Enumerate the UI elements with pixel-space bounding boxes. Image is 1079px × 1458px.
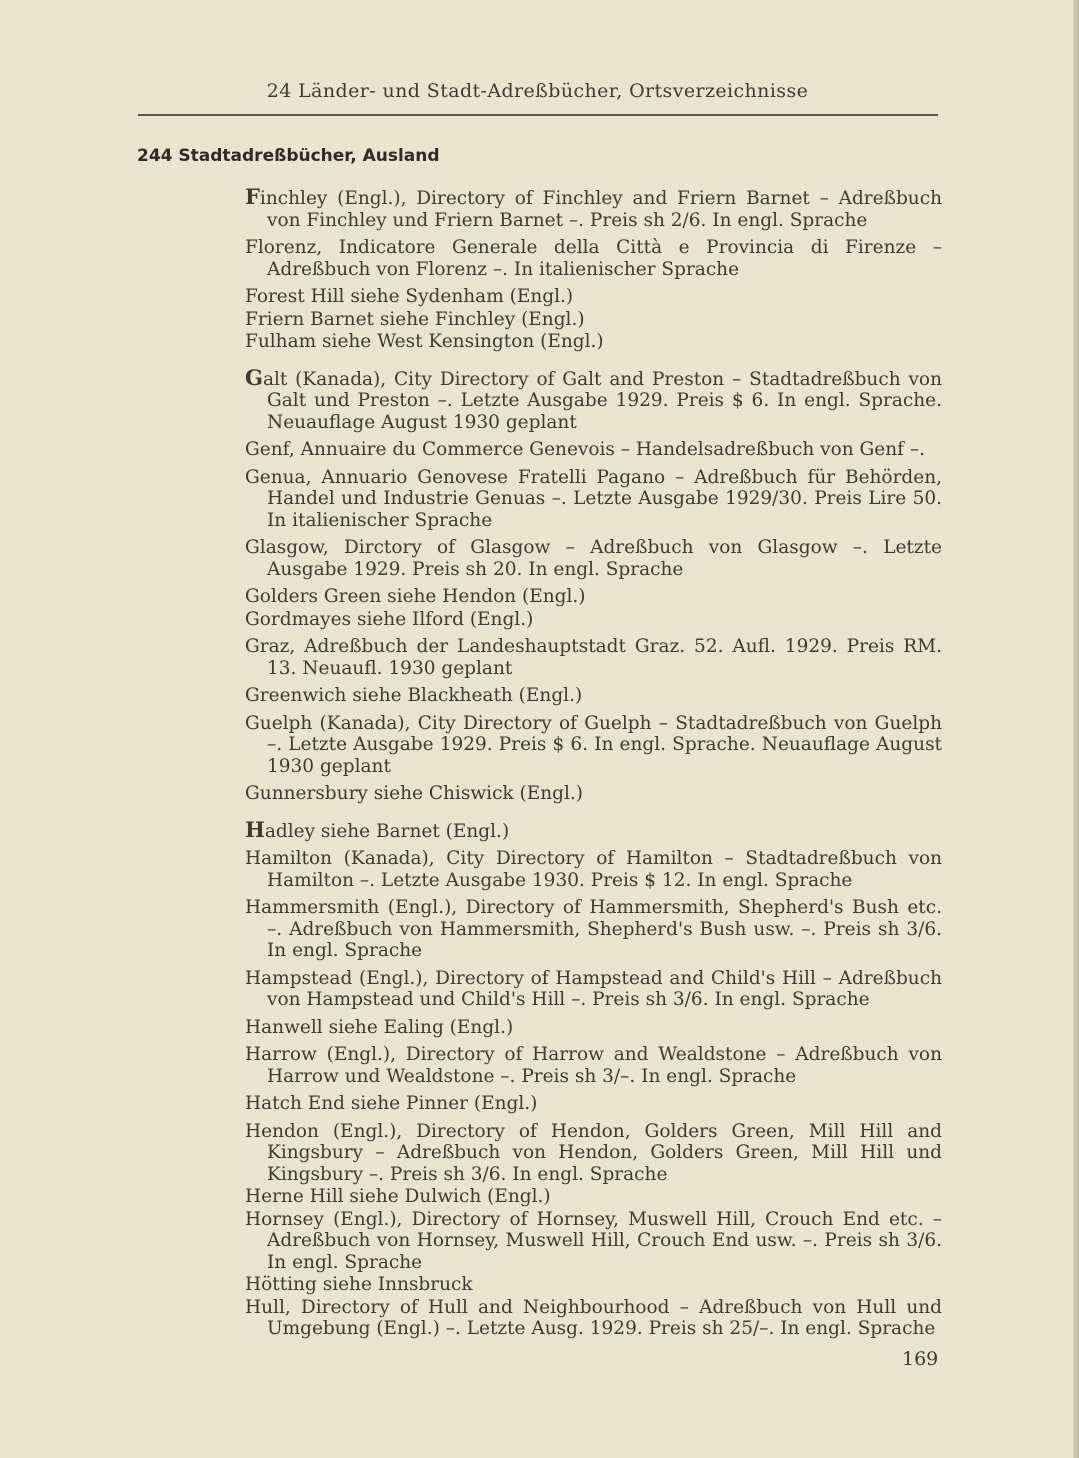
entry-hadley [245, 816, 942, 843]
entry-finchley [245, 186, 942, 231]
entry-text: Guelph (Kanada), City Directory of Guelph – Stadtadreßbuch von Guelph –. Letzte Ausgabe 1929. Preis $ 6. In engl. Sprache. Neuauflage August 1930 geplant [245, 712, 942, 777]
entry-hornsey [245, 1209, 942, 1274]
section-title: 244 Stadtadreßbücher, Ausland [137, 146, 440, 166]
entry-text: Genua, Annuario Genovese Fratelli Pagano – Adreßbuch für Behörden, Handel und Industrie Genuas –. Letzte Ausgabe 1929/30. Preis Lire 50. In italienischer Sprache [245, 466, 942, 531]
entry-hatch-end [245, 1093, 942, 1115]
entry-text: Hamilton (Kanada), City Directory of Hamilton – Stadtadreßbuch von Hamilton –. Letzte Ausgabe 1930. Preis $ 12. In engl. Sprache [245, 848, 942, 891]
entry-text: Hötting siehe Innsbruck [245, 1274, 473, 1295]
entry-golders-green [245, 586, 942, 608]
page-edge [1073, 0, 1079, 1458]
header-rule [138, 114, 938, 116]
entry-text: Gunnersbury siehe Chiswick (Engl.) [245, 783, 584, 804]
entry-glasgow [245, 537, 942, 580]
entry-harrow [245, 1044, 942, 1087]
entry-initial: H [245, 816, 265, 842]
entry-florenz [245, 237, 942, 280]
entry-text: Fulham siehe West Kensington (Engl.) [245, 331, 604, 352]
entry-text: Gordmayes siehe Ilford (Engl.) [245, 608, 534, 630]
entry-hampstead [245, 968, 942, 1011]
entry-text: Hanwell siehe Ealing (Engl.) [245, 1016, 514, 1038]
entry-text: Genf, Annuaire du Commerce Genevois – Handelsadreßbuch von Genf –. [245, 439, 926, 460]
entry-text: Hornsey (Engl.), Directory of Hornsey, Muswell Hill, Crouch End etc. – Adreßbuch von Hornsey, Muswell Hill, Crouch End usw. –. Preis sh 3/6. In engl. Sprache [245, 1208, 942, 1273]
entry-graz [245, 636, 942, 679]
entry-text: Herne Hill siehe Dulwich (Engl.) [245, 1186, 551, 1207]
entry-text: Florenz, Indicatore Generale della Città e Provincia di Firenze – Adreßbuch von Florenz –. In italienischer Sprache [245, 237, 942, 280]
entry-genua [245, 467, 942, 532]
entry-text: Hammersmith (Engl.), Directory of Hammersmith, Shepherd's Bush etc. –. Adreßbuch von Hammersmith, Shepherd's Bush usw. –. Preis sh 3/6. In engl. Sprache [245, 897, 942, 961]
entry-hoetting [245, 1274, 942, 1296]
entry-gordmayes [245, 609, 942, 631]
entry-greenwich [245, 685, 942, 707]
entry-text: alt (Kanada), City Directory of Galt and Preston – Stadtadreßbuch von Galt und Preston –. Letzte Ausgabe 1929. Preis $ 6. In engl. Sprache. Neuauflage August 1930 geplant [262, 368, 942, 433]
entry-gunnersbury [245, 783, 942, 805]
entry-text: Harrow (Engl.), Directory of Harrow and Wealdstone – Adreßbuch von Harrow und Wealdstone –. Preis sh 3/–. In engl. Sprache [245, 1044, 942, 1087]
entry-guelph [245, 713, 942, 778]
page-number: 169 [902, 1348, 939, 1370]
entry-text: Hampstead (Engl.), Directory of Hampstead and Child's Hill – Adreßbuch von Hampstead und Child's Hill –. Preis sh 3/6. In engl. Sprache [245, 967, 942, 1010]
entry-initial: F [245, 184, 260, 209]
entry-text: Hull, Directory of Hull and Neighbourhood – Adreßbuch von Hull und Umgebung (Engl.) –. Letzte Ausg. 1929. Preis sh 25/–. In engl. Sprache [245, 1296, 942, 1339]
entry-forest-hill [245, 286, 942, 308]
entry-hamilton [245, 848, 942, 891]
entry-text: Hatch End siehe Pinner (Engl.) [245, 1093, 538, 1114]
entry-text: Graz, Adreßbuch der Landeshauptstadt Graz. 52. Aufl. 1929. Preis RM. 13. Neuaufl. 1930 geplant [245, 636, 942, 679]
running-head [0, 80, 1079, 102]
entry-text: Forest Hill siehe Sydenham (Engl.) [245, 286, 574, 307]
entry-hanwell [245, 1017, 942, 1039]
entry-text: Friern Barnet siehe Finchley (Engl.) [245, 308, 585, 330]
entry-genf [245, 439, 942, 461]
entry-hendon [245, 1121, 942, 1186]
entry-text: inchley (Engl.), Directory of Finchley and Friern Barnet – Adreßbuch von Finchley und Friern Barnet –. Preis sh 2/6. In engl. Sprache [259, 188, 942, 231]
directory-entries [245, 186, 942, 1341]
running-head-text: 24 Länder- und Stadt-Adreßbücher, Ortsverzeichnisse [266, 80, 809, 102]
entry-text: Hendon (Engl.), Directory of Hendon, Golders Green, Mill Hill and Kingsbury – Adreßbuch von Hendon, Golders Green, Mill Hill und Kingsbury –. Preis sh 3/6. In engl. Sprache [245, 1120, 942, 1185]
entry-herne-hill [245, 1186, 942, 1208]
entry-hull [245, 1297, 942, 1340]
entry-hammersmith [245, 897, 942, 962]
entry-initial: G [245, 364, 263, 390]
entry-text: adley siehe Barnet (Engl.) [264, 820, 510, 842]
entry-friern-barnet [245, 309, 942, 331]
entry-text: Glasgow, Dirctory of Glasgow – Adreßbuch von Glasgow –. Letzte Ausgabe 1929. Preis sh 20. In engl. Sprache [245, 537, 942, 580]
entry-fulham [245, 331, 942, 353]
entry-text: Greenwich siehe Blackheath (Engl.) [245, 685, 583, 706]
entry-galt [245, 364, 942, 434]
entry-text: Golders Green siehe Hendon (Engl.) [245, 586, 586, 607]
